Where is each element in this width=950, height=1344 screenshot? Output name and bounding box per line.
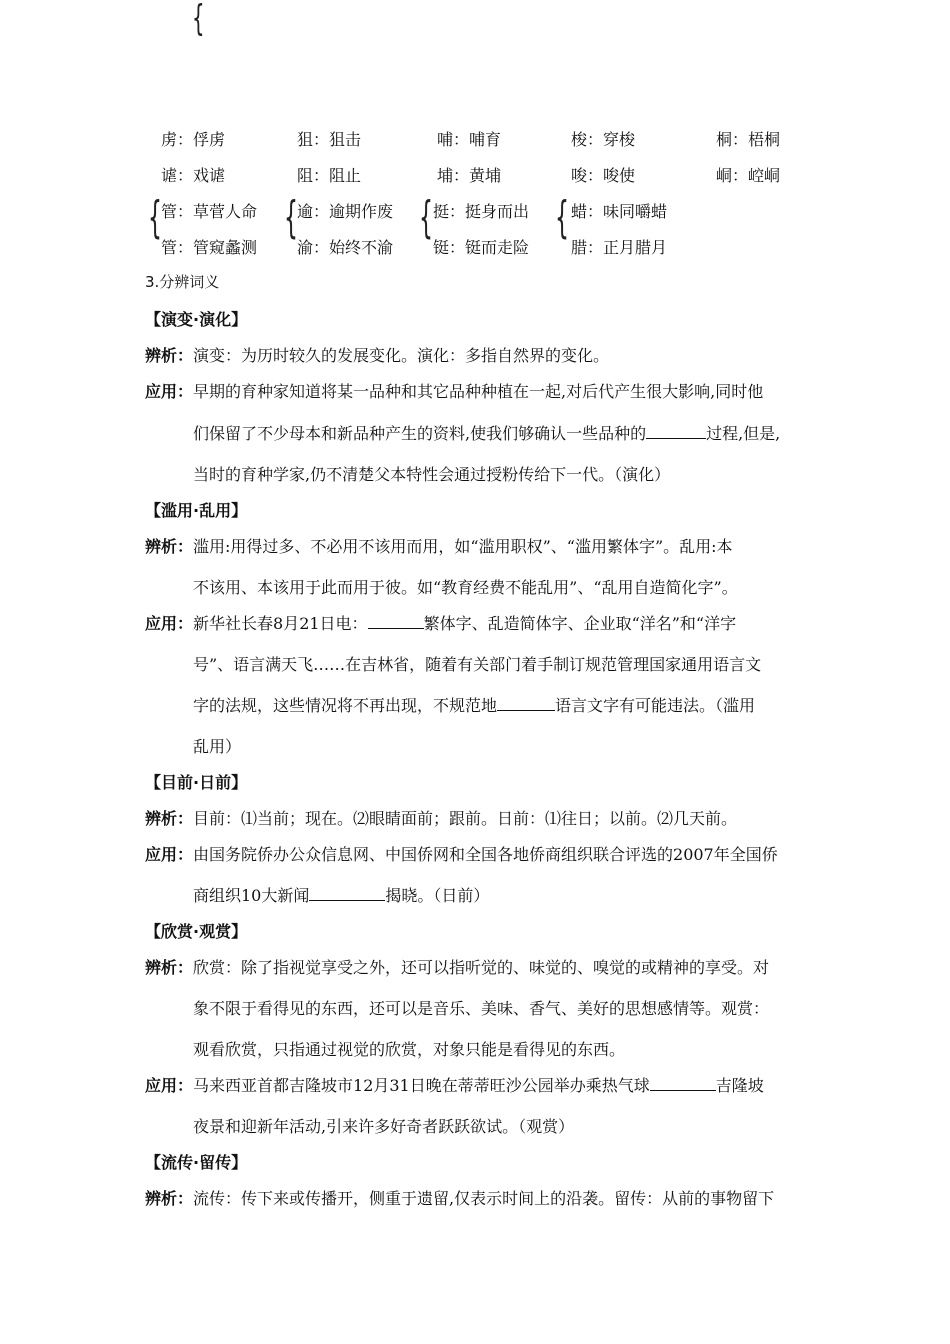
pair-brace: { (284, 192, 298, 243)
application-text: 号”、语言满天飞……在吉林省，随着有关部门着手制订规范管理国家通用语言文 (193, 655, 762, 674)
application-line (193, 693, 755, 716)
analysis-line (145, 1186, 774, 1209)
application-line (193, 734, 241, 757)
application-line (145, 842, 778, 865)
pair-brace: { (419, 192, 433, 243)
application-text: 由国务院侨办公众信息网、中国侨网和全国各地侨商组织联合评选的2007年全国侨 (193, 845, 778, 864)
analysis-text: 演变：为历时较久的发展变化。演化：多指自然界的变化。 (193, 346, 610, 365)
analysis-text: 滥用:用得过多、不必用不该用而用，如“滥用职权”、“滥用繁体字”。乱用:本 (193, 537, 733, 556)
analysis-line (193, 996, 769, 1019)
application-text: 早期的育种家知道将某一品种和其它品种种植在一起,对后代产生很大影响,同时他 (193, 382, 764, 401)
pair-top: 蜡：味同嚼蜡 (571, 202, 668, 221)
application-text: 字的法规，这些情况将不再出现，不规范地 (193, 696, 498, 715)
char-cell: 唆：唆使 (571, 166, 636, 185)
answer-blank[interactable] (368, 614, 424, 629)
analysis-label: 辨析： (145, 1189, 194, 1208)
answer-blank[interactable] (646, 424, 706, 439)
analysis-text: 不该用、本该用于此而用于彼。如“教育经费不能乱用”、“乱用自造简化字”。 (193, 578, 738, 597)
analysis-line (193, 1037, 625, 1060)
pair-brace: { (555, 192, 569, 243)
char-cell: 狙：狙击 (297, 130, 362, 149)
application-label: 应用： (145, 845, 194, 864)
char-cell: 哺：哺育 (437, 130, 502, 149)
top-brace: { (192, 0, 205, 39)
answer-blank[interactable] (497, 696, 555, 711)
application-text: 过程,但是, (706, 424, 781, 443)
application-label: 应用： (145, 614, 194, 633)
analysis-line (145, 955, 769, 978)
analysis-text: 观看欣赏，只指通过视觉的欣赏，对象只能是看得见的东西。 (193, 1040, 626, 1059)
entry-title: 【滥用·乱用】 (145, 501, 248, 520)
entry-title: 【欣赏·观赏】 (145, 922, 248, 941)
pair-bottom: 铤：铤而走险 (433, 238, 530, 257)
analysis-label: 辨析： (145, 346, 194, 365)
char-cell: 虏：俘虏 (161, 130, 226, 149)
application-text: 繁体字、乱造简体字、企业取“洋名”和“洋字 (423, 614, 737, 633)
answer-blank[interactable] (650, 1076, 716, 1091)
analysis-label: 辨析： (145, 537, 194, 556)
entry-title: 【流传·留传】 (145, 1153, 248, 1172)
application-text: 揭晓。（日前） (385, 886, 490, 905)
application-line (145, 1073, 764, 1096)
application-label: 应用： (145, 382, 194, 401)
analysis-text: 目前：⑴当前；现在。⑵眼睛面前；跟前。日前：⑴往日；以前。⑵几天前。 (193, 809, 738, 828)
char-cell: 梭：穿梭 (571, 130, 636, 149)
pair-brace: { (148, 192, 162, 243)
application-line (193, 652, 761, 675)
application-text: 马来西亚首都吉隆坡市12月31日晚在蒂蒂旺沙公园举办乘热气球 (193, 1076, 650, 1095)
pair-bottom: 渝：始终不渝 (297, 238, 394, 257)
char-cell: 阻：阻止 (297, 166, 362, 185)
application-text: 商组织10大新闻 (193, 886, 310, 905)
analysis-label: 辨析： (145, 958, 194, 977)
pair-top: 管：草菅人命 (161, 202, 258, 221)
analysis-label: 辨析： (145, 809, 194, 828)
answer-blank[interactable] (309, 886, 385, 901)
application-text: 乱用） (193, 737, 242, 756)
pair-bottom: 管：管窥蠡测 (161, 238, 258, 257)
application-label: 应用： (145, 1076, 194, 1095)
char-cell: 谑：戏谑 (161, 166, 226, 185)
char-cell: 桐：梧桐 (716, 130, 781, 149)
analysis-line (145, 343, 609, 366)
analysis-line (145, 534, 733, 557)
application-line (193, 883, 489, 906)
application-line (145, 611, 736, 634)
analysis-text: 象不限于看得见的东西，还可以是音乐、美味、香气、美好的思想感情等。观赏： (193, 999, 770, 1018)
application-text: 们保留了不少母本和新品种产生的资料,使我们够确认一些品种的 (193, 424, 647, 443)
application-line (193, 421, 780, 444)
pair-top: 挺：挺身而出 (433, 202, 530, 221)
application-line (145, 379, 763, 402)
pair-top: 逾：逾期作废 (297, 202, 394, 221)
application-line (193, 462, 670, 485)
application-text: 当时的育种学家,仍不清楚父本特性会通过授粉传给下一代。（演化） (193, 465, 671, 484)
application-text: 吉隆坡 (715, 1076, 764, 1095)
analysis-line (193, 575, 738, 598)
char-cell: 埔：黄埔 (437, 166, 502, 185)
section-title: 3.分辨词义 (145, 273, 220, 291)
entry-title: 【目前·日前】 (145, 773, 248, 792)
application-text: 新华社长春8月21日电： (193, 614, 368, 633)
entry-title: 【演变·演化】 (145, 310, 248, 329)
char-cell: 峒：崆峒 (716, 166, 781, 185)
pair-bottom: 腊：正月腊月 (571, 238, 668, 257)
analysis-text: 流传：传下来或传播开，侧重于遗留,仅表示时间上的沿袭。留传：从前的事物留下 (193, 1189, 775, 1208)
analysis-line (145, 806, 737, 829)
application-line (193, 1114, 574, 1137)
application-text: 夜景和迎新年活动,引来许多好奇者跃跃欲试。（观赏） (193, 1117, 575, 1136)
application-text: 语言文字有可能违法。（滥用 (555, 696, 756, 715)
analysis-text: 欣赏：除了指视觉享受之外，还可以指听觉的、味觉的、嗅觉的或精神的享受。对 (193, 958, 770, 977)
